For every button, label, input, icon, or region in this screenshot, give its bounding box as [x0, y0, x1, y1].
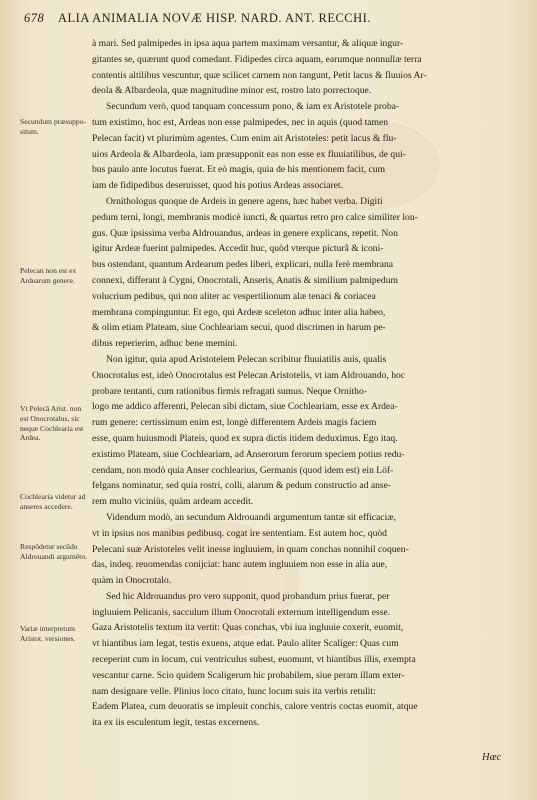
- text-line: Gaza Aristotelis textum ita vertit: Quas conchas, vbi iua ingluuie coxerit, euomit,: [92, 622, 404, 634]
- text-line: Non igitur, quia apud Aristotelem Pelecan scribitur fluuiatilis auis, qualis: [106, 353, 387, 365]
- text-line: Pelecani suæ Aristoteles velit inesse ingluuiem, in quam conchas nonnihil coquen-: [92, 543, 409, 555]
- margin-note: Variæ interpretum Aristot. versiones.: [20, 624, 76, 643]
- text-line: rum genere: certissimum enim est, longè differentem Ardeis magis faciem: [92, 417, 377, 429]
- margin-note: Respõdetur secũdo Aldrouandi argumēto.: [20, 542, 87, 561]
- text-line: esse, quam huiusmodi Plateis, quod ex supra dictis itidem deduximus. Ego itaq.: [92, 432, 398, 444]
- text-line: uios Ardeola & Albardeola, iam præsupponit eas non esse ex fluuiatilibus, de qui-: [92, 148, 406, 160]
- text-line: existimo Plateam, siue Cochleariam, ad Anserorum ferorum speciem potius redu-: [92, 448, 405, 460]
- text-line: Sed hic Aldrouandus pro vero supponit, quod probandum prius fuerat, per: [106, 590, 390, 602]
- text-line: bus paulo ante locutus fuerat. Et eò magis, quia de his mentionem facit, cum: [92, 164, 386, 176]
- text-line: Videndum modò, an secundum Aldrouandi argumentum tantæ sit efficaciæ,: [106, 511, 397, 523]
- text-line: Onocrotalus est, ideò Onocrotalus est Pelecan Aristotelis, vt iam Aldrouando, hoc: [92, 369, 406, 381]
- text-line: Ornithologus quoque de Ardeis in genere agens, hæc habet verba. Digiti: [106, 195, 383, 207]
- text-line: quàm in Onocrotalo.: [92, 575, 172, 587]
- text-line: das, indeq. reuomendas conijciat: hanc autem ingluuiem non esse in alia aue,: [92, 559, 388, 571]
- text-line: contentis altilibus vescuntur, quæ scilicet carnem non tangunt, Petit lacus & fluuios Ar-: [92, 69, 427, 81]
- text-line: receperint cum in locum, cui ventriculus subest, euomunt, vt hiantibus illis, exempta: [92, 654, 416, 666]
- main-text: [92, 36, 518, 731]
- text-line: & olim etiam Plateam, siue Cochleariam secui, quod discrimen in harum pe-: [92, 322, 386, 334]
- text-line: gus. Quæ ipsissima verba Aldrouandus, ardeas in genere explicans, repetit. Non: [92, 227, 398, 239]
- margin-note: Vt Pelecã Arist. non est Onocrotalus, sic neque Cochlearia est Ardea.: [20, 404, 84, 443]
- page-header: [24, 11, 519, 27]
- text-line: Pelecan facit) vt plurimùm agentes. Cum enim ait Aristoteles: petit lacus & flu-: [92, 132, 397, 144]
- text-line: logo me addico afferenti, Pelecan sibi dictam, siue Cochleariam, esse ex Ardea-: [92, 401, 398, 413]
- margin-note: Secundum præsuppo- situm.: [20, 117, 87, 136]
- text-line: vt in ipsius nos manibus pedibusq. cogat ire sententiam. Est autem hoc, quòd: [92, 527, 387, 539]
- text-line: deola & Albardeola, quæ magnitudine minor est, rostro lato porrectoque.: [92, 85, 372, 97]
- text-line: bus ostendant, quantum Ardearum pedes liberi, explicari, nulla ferè membrana: [92, 259, 394, 271]
- catchword: Hæc: [482, 752, 502, 763]
- text-line: à mari. Sed palmipedes in ipsa aqua partem maximam versantur, & aliquæ ingur-: [92, 38, 404, 49]
- text-line: cendam, non modò quia Anser cochlearius, Germanis (quod idem est) ein Löf-: [92, 464, 394, 476]
- text-line: gitantes se, quærunt quod comedant. Fidipedes circa aquam, earumque nonnullæ terra: [92, 53, 422, 65]
- text-line: felgans nominatur, sed quia rostri, colli, alarum & pedum constructio ad anse-: [92, 480, 392, 492]
- text-line: dibus reperierim, adhuc bene memini.: [92, 338, 238, 350]
- text-line: pedum terni, longi, membranis modicè iuncti, & quartus retro pro calce similiter lon-: [92, 211, 418, 223]
- text-line: tum existimo, hoc est, Ardeas non esse palmipedes, nec in aquis (quod tamen: [92, 116, 389, 128]
- text-line: iam de fidipedibus deseruisset, quod his potius Ardeas associaret.: [92, 180, 343, 192]
- text-line: nam designare velle. Plinius loco citato, hunc locum suis ita verbis retulit:: [92, 685, 376, 697]
- margin-notes: [20, 0, 90, 800]
- text-line: ita ex iis esculentum legit, testas excernens.: [92, 717, 260, 729]
- page-number: 678: [24, 11, 45, 25]
- margin-note: Pelecan non est ex Ardearum genere.: [20, 266, 77, 285]
- text-line: Secundum verò, quod tanquam concessum pono, & iam ex Aristotele proba-: [106, 101, 400, 113]
- text-line: membrana compinguntur. Et ego, qui Ardeæ sceleton adhuc inter alia habeo,: [92, 306, 386, 318]
- text-line: Eadem Platea, cum deuoratis se impleuit conchis, calore ventris coctas euomit, atque: [92, 701, 418, 713]
- text-line: volucrium pedibus, qui non aliter ac vespertilionum alæ tenaci & coriacea: [92, 290, 376, 302]
- margin-note: Cochlearia videtur ad anseres accedere.: [20, 492, 86, 511]
- text-line: probare tentanti, cum rationibus firmis refragati sumus. Neque Ornitho-: [92, 385, 367, 397]
- text-line: rem multo viciniùs, quàm ardeam accedit.: [92, 496, 254, 508]
- text-line: vescantur carne. Scio quidem Scaligerum hic probabilem, siue peram illam exter-: [92, 669, 405, 681]
- running-title: ALIA ANIMALIA NOVÆ HISP. NARD. ANT. RECCHI.: [58, 11, 371, 25]
- text-line: vt hiantibus iam legat, testis exuens, atque edat. Paulo aliter Scaliger: Quas cum: [92, 638, 399, 650]
- text-line: igitur Ardeæ fuerint palmipedes. Accedit huc, quòd vterque picturâ & iconi-: [92, 243, 384, 255]
- text-line: connexi, differant à Cygni, Onocrotali, Anseris, Anatis & similium palmipedum: [92, 274, 398, 286]
- text-line: ingluuiem Pelicanis, sacculum illum Onocrotali externum intelligendum esse.: [92, 606, 391, 618]
